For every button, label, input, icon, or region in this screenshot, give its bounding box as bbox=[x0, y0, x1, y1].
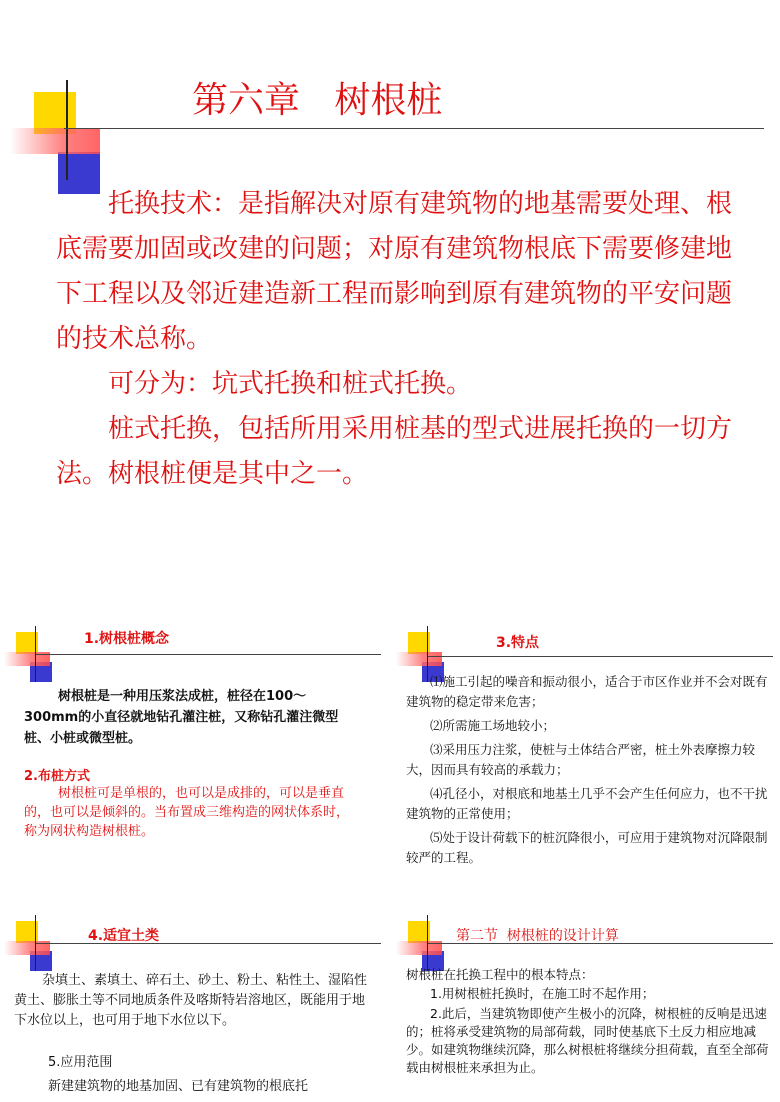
title-rule bbox=[64, 128, 764, 129]
section-heading: 第二节 树根桩的设计计算 bbox=[456, 928, 619, 944]
slide-soil-types bbox=[0, 905, 388, 1102]
corner-decoration bbox=[4, 622, 64, 682]
section-heading: 4.适宜土类 bbox=[88, 928, 160, 944]
heading-rule bbox=[36, 654, 381, 655]
subheading: 2.布桩方式 bbox=[24, 769, 90, 784]
features-list bbox=[406, 672, 768, 868]
design-item: 1.用树根桩托换时，在施工时不起作用； bbox=[430, 986, 655, 1001]
layout-text: 树根桩可是单根的，也可以是成排的，可以是垂直的，也可以是倾斜的。当布置成三维构造的网状体系时，称为网状构造树根桩。 bbox=[24, 786, 350, 839]
feature-item: ⑷孔径小，对根底和地基土几乎不会产生任何应力，也不干扰建筑物的正常使用； bbox=[406, 786, 768, 821]
page-title: 第六章 树根桩 bbox=[192, 80, 443, 121]
application-text: 新建建筑物的地基加固、已有建筑物的根底托 bbox=[48, 1079, 309, 1094]
slide-concept bbox=[0, 612, 388, 882]
paragraph-pile-underpinning: 桩式托换，包括所用采用桩基的型式进展托换的一切方法。树根桩便是其中之一。 bbox=[56, 414, 733, 489]
paragraph-categories: 可分为：坑式托换和桩式托换。 bbox=[108, 369, 473, 399]
feature-item: ⑶采用压力注浆，使桩与土体结合严密，桩土外表摩擦力较大，因而具有较高的承载力； bbox=[406, 742, 756, 777]
design-intro: 树根桩在托换工程中的根本特点： bbox=[406, 967, 594, 982]
soil-types-text: 杂填土、素填土、碎石土、砂土、粉土、粘性土、湿陷性黄土、膨胀土等不同地质条件及喀斯特岩溶地区，既能用于地下水位以上，也可用于地下水位以下。 bbox=[14, 973, 368, 1028]
corner-decoration bbox=[396, 911, 456, 971]
corner-decoration bbox=[10, 70, 120, 180]
feature-item: ⑸处于设计荷载下的桩沉降很小，可应用于建筑物对沉降限制较严的工程。 bbox=[406, 830, 768, 865]
heading-rule bbox=[428, 656, 773, 657]
design-list bbox=[406, 985, 774, 1077]
subheading: 5.应用范围 bbox=[48, 1055, 113, 1070]
slide-design bbox=[392, 905, 780, 1102]
feature-item: ⑵所需施工场地较小； bbox=[430, 718, 556, 733]
concept-text: 树根桩是一种用压浆法成桩，桩径在100～300mm的小直径就地钻孔灌注桩，又称钻孔灌注微型桩、小桩或微型桩。 bbox=[24, 689, 339, 746]
slide-features bbox=[392, 612, 780, 882]
feature-item: ⑴施工引起的噪音和振动很小，适合于市区作业并不会对既有建筑物的稳定带来危害； bbox=[406, 674, 768, 709]
design-item: 2.此后，当建筑物即使产生极小的沉降，树根桩的反响是迅速的；桩将承受建筑物的局部荷载，同时使基底下土反力相应地减少。如建筑物继续沉降，那么树根桩将继续分担荷载，直至全部荷载由树根桩来承担为止。 bbox=[406, 1006, 769, 1075]
section-heading: 3.特点 bbox=[496, 635, 540, 651]
corner-decoration bbox=[4, 911, 64, 971]
body-text bbox=[56, 182, 746, 497]
paragraph-definition: 托换技术：是指解决对原有建筑物的地基需要处理、根底需要加固或改建的问题；对原有建筑物根底下需要修建地下工程以及邻近建造新工程而影响到原有建筑物的平安问题的技术总称。 bbox=[56, 189, 733, 354]
section-heading: 1.树根桩概念 bbox=[84, 631, 170, 647]
